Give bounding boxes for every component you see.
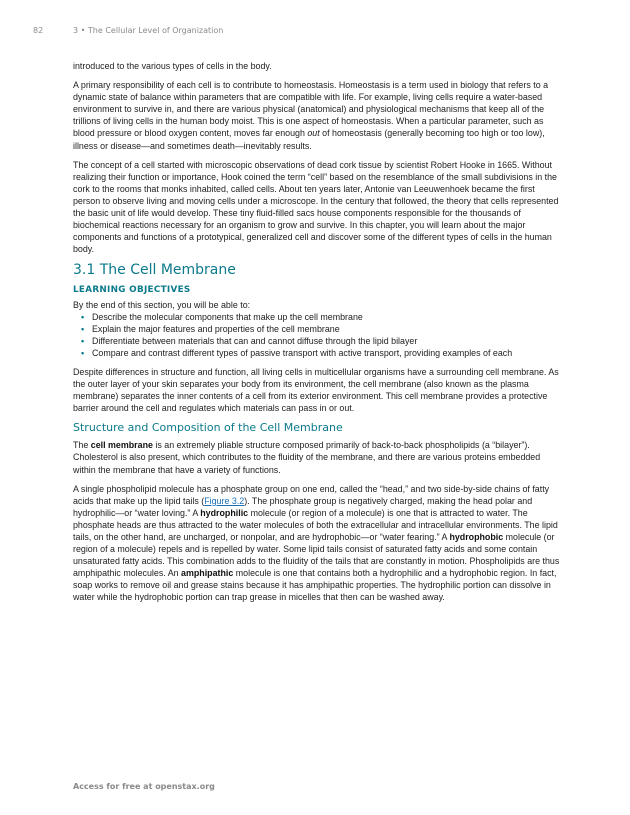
- page-number: 82: [33, 26, 44, 35]
- figure-link[interactable]: Figure 3.2: [204, 495, 245, 506]
- phospholipid-text-5: molecule is one that contains both a hydrophilic and a hydrophobic region. In fact, soap works to remove oil and grease stains because it has amphipathic properties. The hydrophilic portion can dissolve in water while the hydrophobic portion can trap grease in micelles that then can be washed away.: [73, 568, 557, 603]
- learning-objectives-intro: By the end of this section, you will be able to:: [73, 299, 251, 310]
- bullet-icon: •: [81, 311, 85, 322]
- list-item: [73, 323, 560, 335]
- page-header: [33, 26, 224, 35]
- term-amphipathic: amphipathic: [181, 568, 234, 579]
- phospholipid-text-3: molecule (or region of a molecule) is one that is attracted to water. The phosphate heads are thus attracted to the water molecules of both the extracellular and intracellular environments. The lipid tails, on the other hand, are uncharged, or nonpolar, and are hydrophobic—or “water fearing.” A: [73, 507, 558, 542]
- intro-end-paragraph: introduced to the various types of cells in the body.: [73, 61, 272, 71]
- phospholipid-text-4: molecule (or region of a molecule) repels and is repelled by water. Some lipid tails consist of saturated fatty acids and some contain unsaturated fatty acids. This combination adds to the fluidity of the tails that are constantly in motion. Phospholipids are thus amphipathic molecules. An: [73, 532, 560, 579]
- term-cell-membrane: cell membrane: [90, 440, 153, 451]
- bullet-icon: •: [81, 347, 85, 358]
- homeostasis-text-2: of homeostasis (generally becoming too high or too low), illness or disease—and sometimes death—inevitably results.: [73, 128, 545, 151]
- structure-text-1: The: [73, 440, 91, 451]
- objective-text: Describe the molecular components that make up the cell membrane: [92, 311, 363, 322]
- page-footer: Access for free at openstax.org: [73, 782, 215, 791]
- term-hydrophobic: hydrophobic: [449, 532, 504, 542]
- chapter-title: 3 • The Cellular Level of Organization: [73, 26, 224, 35]
- homeostasis-text-1: A primary responsibility of each cell is to contribute to homeostasis. Homeostasis is a term used in biology that refers to a dynamic state of balance within parameters that are compatible with life. For example, living cells require a water-based environment to survive in, and there are various physical (anatomical) and physiological mechanisms that keep all of the trillions of living cells in the human body moist. This is one aspect of homeostasis. When a particular parameter, such as blood pressure or blood oxygen content, moves far enough: [73, 80, 549, 139]
- history-paragraph: The concept of a cell started with microscopic observations of dead cork tissue by scientist Robert Hooke in 1665. Without realizing their function or importance, Hook coined the term “cell” based on the resemblance of the small subdivisions in the cork to the rooms that monks inhabited, called cells. About ten years later, Antonie van Leeuwenhoek became the first person to observe living and moving cells under a microscope. In the century that followed, the theory that cells represented the basic unit of life would develop. These tiny fluid-filled sacs house components responsible for the thousands of biochemical reactions necessary for an organism to grow and survive. In this chapter, you will learn about the major components and functions of a prototypical, generalized cell and discover some of the different types of cells in the human body.: [73, 159, 559, 255]
- section-title: 3.1 The Cell Membrane: [73, 262, 236, 279]
- structure-text-2: is an extremely pliable structure composed primarily of back-to-back phospholipids (a “bilayer”). Cholesterol is also present, which contributes to the fluidity of the membrane, and there are various proteins embedded within the membrane that have a variety of functions.: [73, 440, 541, 475]
- objective-text: Differentiate between materials that can and cannot diffuse through the lipid bilayer: [92, 335, 418, 346]
- list-item: [73, 347, 560, 359]
- membrane-paragraph: Despite differences in structure and function, all living cells in multicellular organisms have a surrounding cell membrane. As the outer layer of your skin separates your body from its environment, the cell membrane (also known as the plasma membrane) separates the inner contents of a cell from its exterior environment. This cell membrane provides a protective barrier around the cell and regulates which materials can pass in or out.: [73, 366, 559, 414]
- page-content: [73, 60, 560, 611]
- list-item: [73, 311, 560, 323]
- phospholipid-text-2: ). The phosphate group is negatively charged, making the head polar and hydrophilic—or “water loving.” A: [73, 495, 533, 518]
- phospholipid-paragraph: [73, 483, 560, 604]
- list-item: [73, 335, 560, 347]
- term-hydrophilic: hydrophilic: [200, 507, 249, 518]
- subsection-title: Structure and Composition of the Cell Membrane: [73, 421, 343, 435]
- bullet-icon: •: [81, 323, 85, 334]
- emphasis-out: out: [307, 128, 320, 139]
- bullet-icon: •: [81, 335, 85, 346]
- objective-text: Explain the major features and properties of the cell membrane: [92, 323, 340, 334]
- learning-objectives-list: [73, 311, 560, 359]
- learning-objectives-heading: LEARNING OBJECTIVES: [73, 285, 191, 296]
- structure-paragraph: [73, 439, 560, 475]
- homeostasis-paragraph: [73, 79, 560, 152]
- phospholipid-text-1: A single phospholipid molecule has a phosphate group on one end, called the “head,” and two side-by-side chains of fatty acids that make up the lipid tails (: [73, 483, 550, 506]
- objective-text: Compare and contrast different types of passive transport with active transport, providing examples of each: [92, 347, 513, 358]
